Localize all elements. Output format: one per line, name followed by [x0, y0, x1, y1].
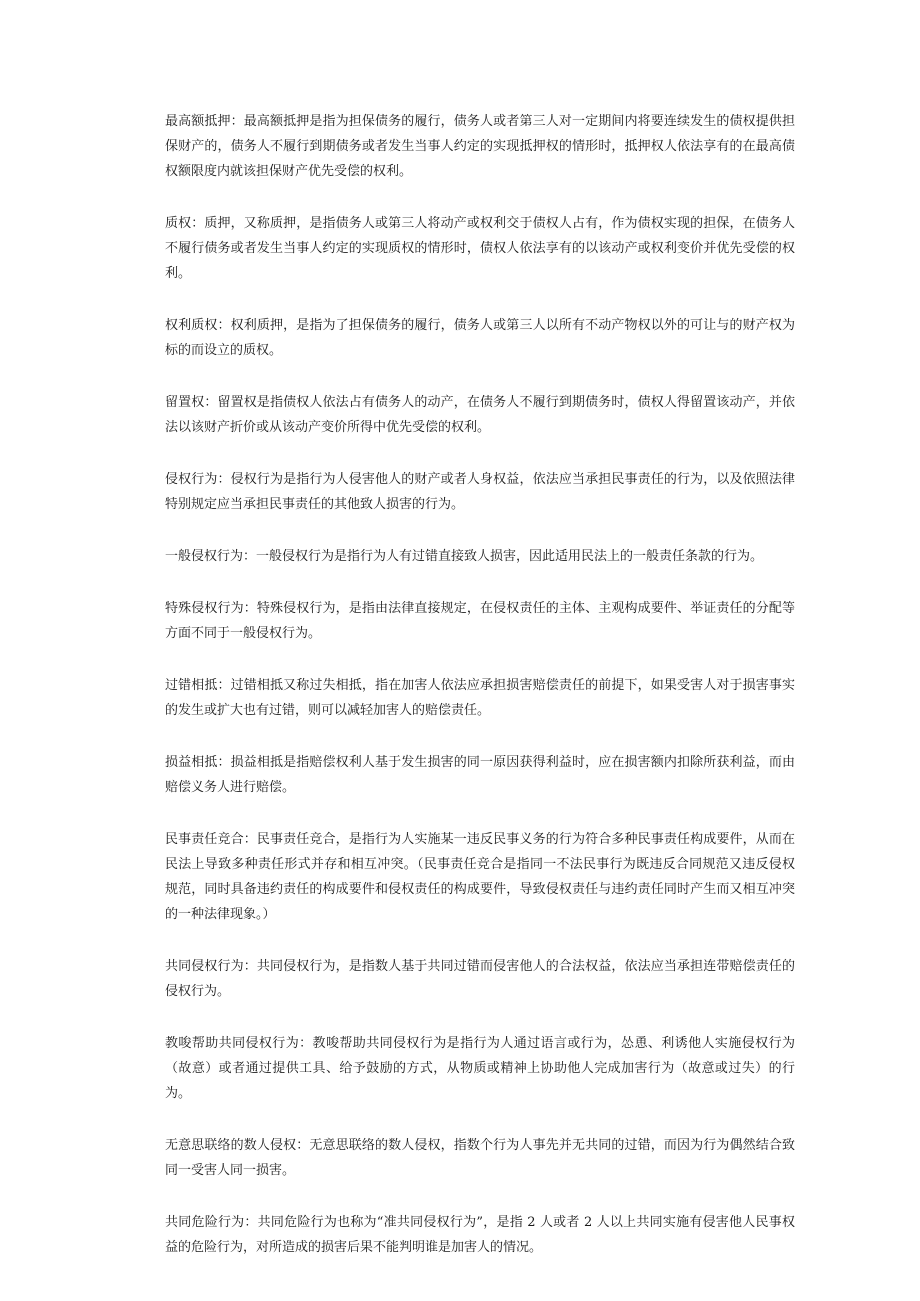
term-guocuo-xiangdi: 过错相抵：过错相抵又称过失相抵，指在加害人依法应承担损害赔偿责任的前提下，如果受害人对于损害事实的发生或扩大也有过错，则可以减轻加害人的赔偿责任。	[165, 678, 795, 718]
term-teshu-qinquan: 特殊侵权行为：特殊侵权行为，是指由法律直接规定，在侵权责任的主体、主观构成要件、举证责任的分配等方面不同于一般侵权行为。	[165, 601, 795, 641]
term-jiaosuo-bangzhu: 教唆帮助共同侵权行为：教唆帮助共同侵权行为是指行为人通过语言或行为，怂恿、利诱他人实施侵权行为（故意）或者通过提供工具、给予鼓励的方式，从物质或精神上协助他人完成加害行为（故意或过失）的行为。	[165, 1036, 795, 1101]
term-gongtong-qinquan: 共同侵权行为：共同侵权行为，是指数人基于共同过错而侵害他人的合法权益，依法应当承担连带赔偿责任的侵权行为。	[165, 959, 795, 999]
term-wu-yisi-lianluo: 无意思联络的数人侵权：无意思联络的数人侵权，指数个行为人事先并无共同的过错，而因为行为偶然结合致同一受害人同一损害。	[165, 1138, 795, 1178]
term-qinquan-xingwei: 侵权行为：侵权行为是指行为人侵害他人的财产或者人身权益，依法应当承担民事责任的行为，以及依照法律特别规定应当承担民事责任的其他致人损害的行为。	[165, 472, 795, 512]
term-zuigaoe-diya: 最高额抵押：最高额抵押是指为担保债务的履行，债务人或者第三人对一定期间内将要连续发生的债权提供担保财产的，债务人不履行到期债务或者发生当事人约定的实现抵押权的情形时，抵押权人依法享有的在最高债权额限度内就该担保财产优先受偿的权利。	[165, 114, 795, 179]
term-sunyi-xiangdi: 损益相抵：损益相抵是指赔偿权利人基于发生损害的同一原因获得利益时，应在损害额内扣除所获利益，而由赔偿义务人进行赔偿。	[165, 755, 795, 795]
term-quanli-zhiquan: 权利质权：权利质押，是指为了担保债务的履行，债务人或第三人以所有不动产物权以外的可让与的财产权为标的而设立的质权。	[165, 318, 795, 358]
term-gongtong-weixian: 共同危险行为：共同危险行为也称为“准共同侵权行为”，是指 2 人或者 2 人以上共同实施有侵害他人民事权益的危险行为，对所造成的损害后果不能判明谁是加害人的情况。	[165, 1215, 795, 1255]
term-minshi-zeren-jinghe: 民事责任竞合：民事责任竞合，是指行为人实施某一违反民事义务的行为符合多种民事责任构成要件，从而在民法上导致多种责任形式并存和相互冲突。（民事责任竞合是指同一不法民事行为既违反合同规范又违反侵权规范，同时具备违约责任的构成要件和侵权责任的构成要件，导致侵权责任与违约责任同时产生而又相互冲突的一种法律现象。）	[165, 832, 795, 922]
term-liuzhiquan: 留置权：留置权是指债权人依法占有债务人的动产，在债务人不履行到期债务时，债权人得留置该动产，并依法以该财产折价或从该动产变价所得中优先受偿的权利。	[165, 395, 795, 435]
document-body	[165, 109, 795, 1287]
term-yiban-qinquan: 一般侵权行为：一般侵权行为是指行为人有过错直接致人损害，因此适用民法上的一般责任条款的行为。	[165, 549, 764, 564]
term-zhiquan: 质权：质押，又称质押，是指债务人或第三人将动产或权利交于债权人占有，作为债权实现的担保，在债务人不履行债务或者发生当事人约定的实现质权的情形时，债权人依法享有的以该动产或权利变价并优先受偿的权利。	[165, 216, 795, 281]
